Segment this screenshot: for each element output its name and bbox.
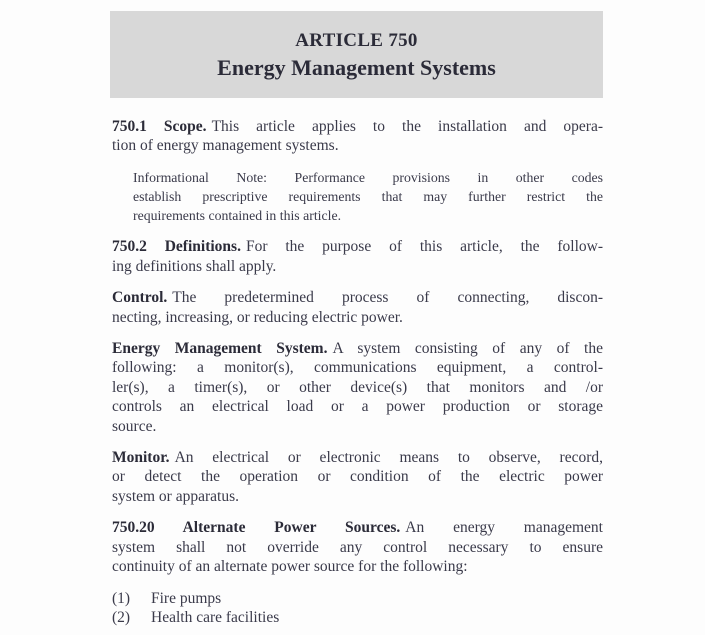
text-line: or detect the operation or condition of the electric power [112,468,603,486]
paragraph-lead: 750.1 Scope. [112,118,207,135]
paragraph-note [133,168,603,226]
paragraph-definition [112,448,603,506]
text-line: ler(s), a timer(s), or other device(s) that monitors and /or [112,378,603,396]
paragraph-lead: Energy Management System. [112,340,328,358]
text-line: Informational Note: Performance provisions in other codes [133,169,603,185]
list-item-marker: (1) [112,589,131,607]
text-line: system shall not override any control necessary to ensure [112,538,603,556]
paragraph-section [112,117,603,156]
text-line: Monitor. An electrical or electronic means to observe, record, [112,449,603,467]
text-line: continuity of an alternate power source for the following: [112,558,468,576]
numbered-list [112,589,603,628]
text-line: Energy Management System. A system consisting of any of the [112,340,603,358]
article-title-box [110,11,603,98]
text-line: ing definitions shall apply. [112,257,277,275]
text-line: 750.1 Scope. This article applies to the installation and opera- [112,118,604,135]
document-body [112,117,603,627]
text-line: Control. The predetermined process of connecting, discon- [112,289,603,307]
paragraph-lead: Control. [112,289,168,307]
text-line: establish prescriptive requirements that may further restrict the [133,189,603,205]
paragraph-lead: 750.20 Alternate Power Sources. [112,519,401,537]
list-item-text: Fire pumps [151,589,222,607]
text-line: system or apparatus. [112,487,239,505]
list-item [112,589,603,608]
list-item-marker: (2) [112,608,131,626]
paragraph-lead: 750.2 Definitions. [112,238,241,256]
text-line: necting, increasing, or reducing electric power. [112,308,403,326]
text-line: 750.20 Alternate Power Sources. An energy management [112,519,603,537]
article-title-heading: Energy Management Systems [217,54,496,80]
list-item-text: Health care facilities [151,608,280,626]
text-line: source. [112,417,157,435]
paragraph-definition [112,288,603,327]
text-line: requirements contained in this article. [133,208,342,224]
paragraph-lead: Monitor. [112,449,170,467]
list-item [112,608,603,627]
article-number-heading: ARTICLE 750 [295,29,418,51]
paragraph-definition [112,339,603,436]
text-line: controls an electrical load or a power production or storage [112,398,603,416]
paragraph-section [112,237,603,276]
text-line: tion of energy management systems. [112,137,339,155]
text-line: following: a monitor(s), communications equipment, a control- [112,359,603,377]
text-line: 750.2 Definitions. For the purpose of this article, the follow- [112,238,603,256]
paragraph-section [112,518,603,576]
